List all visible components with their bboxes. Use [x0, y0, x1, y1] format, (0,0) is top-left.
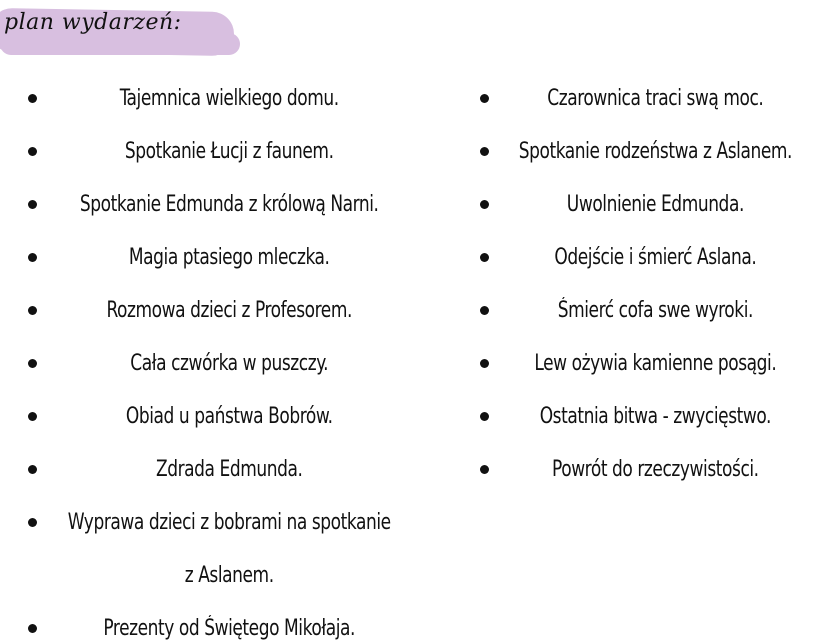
- list-item: [28, 231, 418, 284]
- list-item-text: Spotkanie Edmunda z królową Narni.: [79, 192, 379, 217]
- bullet-icon: [28, 147, 37, 156]
- list-item: [28, 178, 418, 231]
- bullet-icon: [28, 200, 37, 209]
- list-item-text: Tajemnica wielkiego domu.: [119, 86, 339, 111]
- list-item: [28, 337, 418, 390]
- list-item: [480, 231, 820, 284]
- list-item-text: Powrót do rzeczywistości.: [552, 457, 759, 482]
- list-item: [28, 125, 418, 178]
- list-item: [480, 284, 820, 337]
- list-item: [480, 72, 820, 125]
- list-item-text: Uwolnienie Edmunda.: [566, 192, 744, 217]
- list-item-text: Ostatnia bitwa - zwycięstwo.: [539, 404, 772, 429]
- list-item: [28, 496, 418, 602]
- list-item-text: Cała czwórka w puszczy.: [130, 351, 329, 376]
- list-item-text: Zdrada Edmunda.: [155, 457, 303, 482]
- bullet-icon: [28, 306, 37, 315]
- list-item-text: Rozmowa dzieci z Profesorem.: [106, 298, 352, 323]
- bullet-icon: [28, 359, 37, 368]
- list-item: [480, 178, 820, 231]
- list-item-text: Lew ożywia kamienne posągi.: [534, 351, 777, 376]
- list-item: [480, 443, 820, 496]
- events-list-right: [480, 72, 820, 496]
- page-heading: plan wydarzeń:: [4, 10, 182, 35]
- list-item-text: Spotkanie Łucji z faunem.: [124, 139, 334, 164]
- list-item-text: Odejście i śmierć Aslana.: [554, 245, 757, 270]
- heading-highlight-tail: [0, 33, 240, 55]
- bullet-icon: [480, 200, 489, 209]
- list-item: [28, 443, 418, 496]
- bullet-icon: [480, 94, 489, 103]
- list-item-text: Magia ptasiego mleczka.: [128, 245, 330, 270]
- list-item: [28, 72, 418, 125]
- list-item-text: Śmierć cofa swe wyroki.: [557, 298, 753, 323]
- list-item-text: Wyprawa dzieci z bobrami na spotkanie z Aslanem.: [67, 510, 391, 588]
- list-item-text: Obiad u państwa Bobrów.: [125, 404, 333, 429]
- bullet-icon: [480, 306, 489, 315]
- bullet-icon: [28, 253, 37, 262]
- list-item-text: Spotkanie rodzeństwa z Aslanem.: [518, 139, 792, 164]
- list-item-text: Czarownica traci swą moc.: [547, 86, 764, 111]
- list-item-text: Prezenty od Świętego Mikołaja.: [103, 616, 356, 640]
- list-item: [480, 337, 820, 390]
- bullet-icon: [480, 147, 489, 156]
- bullet-icon: [28, 518, 37, 527]
- bullet-icon: [28, 465, 37, 474]
- bullet-icon: [28, 624, 37, 633]
- list-item: [480, 125, 820, 178]
- bullet-icon: [28, 94, 37, 103]
- list-item: [28, 602, 418, 640]
- bullet-icon: [480, 253, 489, 262]
- bullet-icon: [480, 359, 489, 368]
- bullet-icon: [480, 412, 489, 421]
- bullet-icon: [28, 412, 37, 421]
- list-item: [28, 284, 418, 337]
- bullet-icon: [480, 465, 489, 474]
- events-list-left: [28, 72, 418, 640]
- list-item: [480, 390, 820, 443]
- list-item: [28, 390, 418, 443]
